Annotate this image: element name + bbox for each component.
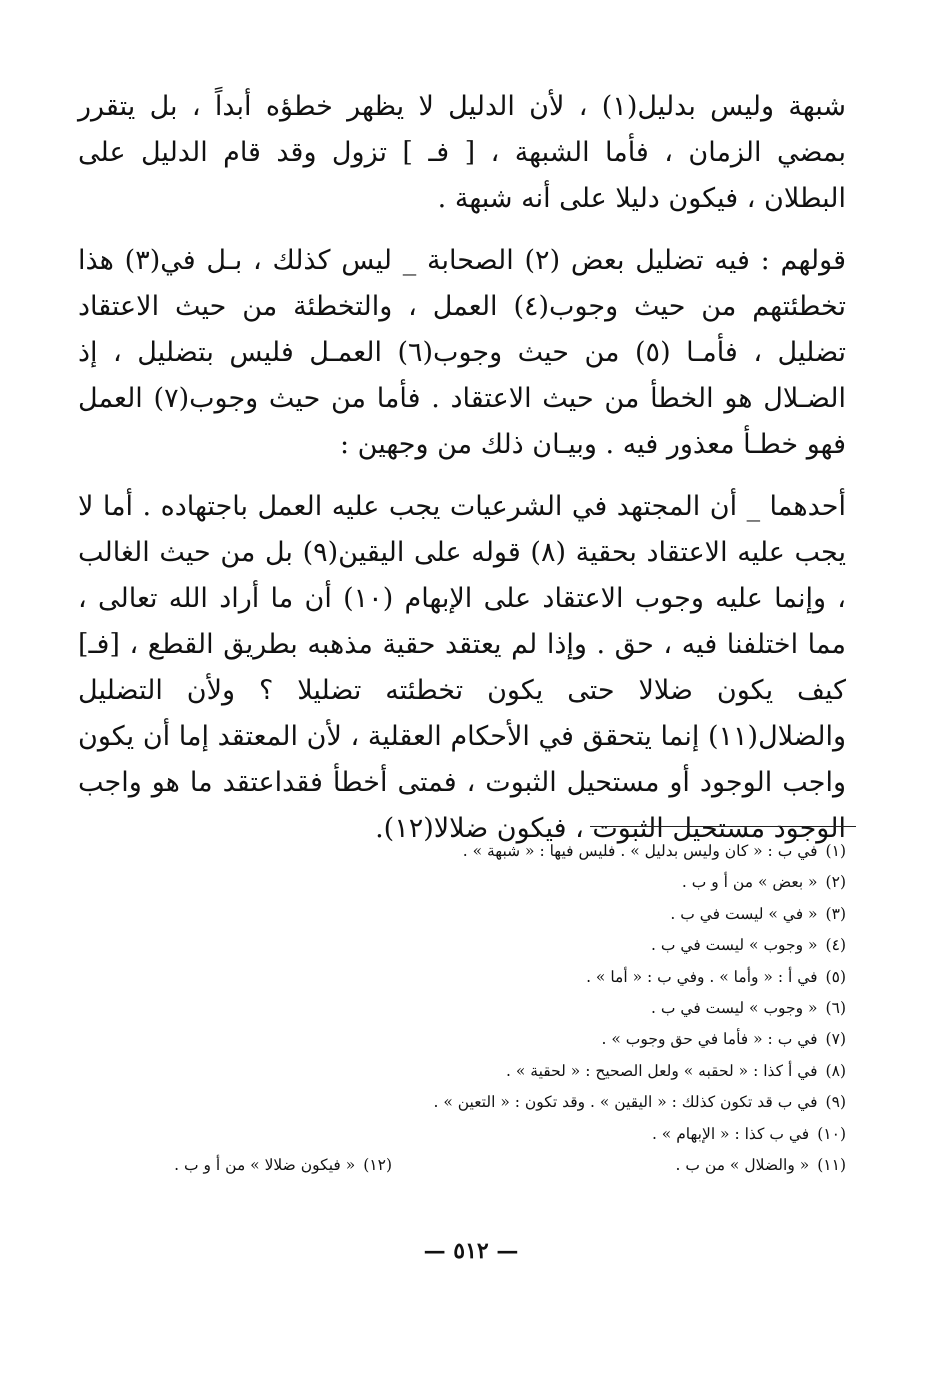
footnote-text: « فيكون ضلالا » من أ و ب . [174, 1155, 356, 1174]
footnote-1 [80, 836, 846, 867]
body-paragraph-1: شبهة وليس بدليل(١) ، لأن الدليل لا يظهر خطؤه أبداً ، بل يتقرر بمضي الزمان ، فأما الشبهة ، [ فـ ] تزول وقد قام الدليل على البطلان ، فيكون دليلا على أنه شبهة . [78, 91, 847, 214]
footnote-9 [80, 1087, 846, 1118]
footnotes-list [80, 836, 846, 1181]
page-number: — ٥١٢ — [423, 1238, 519, 1264]
footnote-number: (٦) [825, 998, 846, 1017]
footnote-text: « وجوب » ليست في ب . [651, 998, 818, 1017]
footnote-number: (٣) [825, 904, 846, 923]
footnote-number: (١٢) [363, 1155, 392, 1174]
footnote-number: (٢) [825, 873, 846, 892]
footnote-number: (٤) [825, 936, 846, 955]
footnote-10 [80, 1119, 846, 1150]
footnote-2 [80, 867, 846, 898]
footnote-8 [80, 1056, 846, 1087]
footnote-number: (٨) [825, 1061, 846, 1080]
footnote-4 [80, 930, 846, 961]
footnote-number: (٩) [825, 1093, 846, 1112]
footnote-3 [80, 899, 846, 930]
footnote-number: (٧) [825, 1030, 846, 1049]
footnote-text: « والضلال » من ب . [675, 1155, 810, 1174]
footnote-11 [676, 1150, 846, 1181]
body-paragraph-2: قولهم : فيه تضليل بعض (٢) الصحابة _ ليس كذلك ، بـل في(٣) هذا تخطئتهم من حيث وجوب(٤) العمل ، والتخطئة من حيث الاعتقاد تضليل ، فأمـا (٥) من حيث وجوب(٦) العمـل فليس بتضليل ، إذ الضـلال هو الخطأ من حيث الاعتقاد . فأما من حيث وجوب(٧) العمل فهو خطـأ معذور فيه . وبيـان ذلك من وجهين : [78, 245, 847, 460]
footnote-7 [80, 1024, 846, 1055]
footnote-text: « وجوب » ليست في ب . [651, 936, 818, 955]
footnote-number: (١١) [817, 1155, 846, 1174]
body-paragraph-3: أحدهما _ أن المجتهد في الشرعيات يجب عليه العمل باجتهاده . أما لا يجب عليه الاعتقاد بحقية (٨) قوله على اليقين(٩) بل من حيث الغالب ، وإنما عليه وجوب الاعتقاد على الإبهام (١٠) أن ما أراد الله تعالى ، مما اختلفنا فيه ، حق . وإذا لم يعتقد حقية مذهبه بطريق القطع ، [فـ] كيف يكون ضلالا حتى يكون تخطئته تضليلا ؟ ولأن التضليل والضلال(١١) إنما يتحقق في الأحكام العقلية ، لأن المعتقد إما أن يكون واجب الوجود أو مستحيل الثبوت ، فمتى أخطأ فقداعتقد ما هو واجب الوجود مستحيل الثبوت ، فيكون ضلالا(١٢). [78, 491, 846, 844]
footnote-text: « بعض » من أ و ب . [681, 873, 818, 892]
footnote-separator [590, 826, 856, 827]
footnote-5 [80, 962, 846, 993]
footnote-number: (١) [825, 842, 846, 860]
footnote-text: في ب قد تكون كذلك : « اليقين » . وقد تكون : « التعين » . [433, 1093, 818, 1112]
footnote-6 [80, 993, 846, 1024]
footnote-row-11-12 [80, 1150, 846, 1181]
footnote-text: في ب : « كان وليس بدليل » . فليس فيها : « شبهة » . [462, 842, 818, 860]
footnote-number: (٥) [825, 967, 846, 986]
footnote-text: في أ كذا : « لحقبه » ولعل الصحيح : « لحقية » . [506, 1061, 818, 1080]
footnote-text: « في » ليست في ب . [670, 904, 818, 923]
footnote-text: في ب كذا : « الإبهام » . [651, 1124, 810, 1143]
footnote-text: في أ : « وأما » . وفي ب : « أما » . [586, 967, 818, 986]
footnote-12 [174, 1150, 392, 1181]
footnote-text: في ب : « فأما في حق وجوب » . [601, 1030, 818, 1049]
footnote-number: (١٠) [817, 1124, 846, 1143]
